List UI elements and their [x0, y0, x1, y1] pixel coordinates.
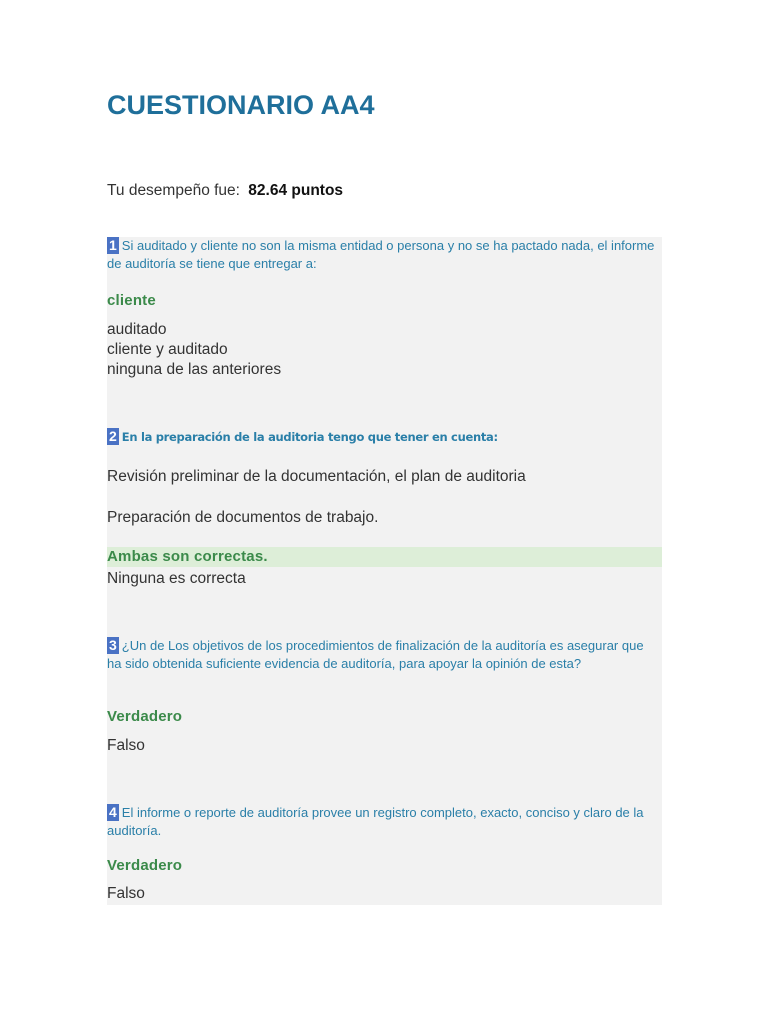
question-text: En la preparación de la auditoria tengo que tener en cuenta: [121, 430, 498, 444]
answer-option: Falso [107, 885, 145, 902]
question-text: ¿Un de Los objetivos de los procedimientos de finalización de la auditoría es asegurar que ha sido obtenida suficiente evidencia de auditoría, para apoyar la opinión de esta? [107, 638, 644, 671]
question-4 [107, 804, 657, 839]
correct-answer: Verdadero [107, 857, 183, 874]
answer-option: Ninguna es correcta [107, 570, 246, 587]
question-text: El informe o reporte de auditoría provee un registro completo, exacto, conciso y claro de la auditoría. [107, 805, 644, 838]
score-label: Tu desempeño fue: [107, 182, 240, 199]
question-2 [107, 428, 657, 447]
answer-option: auditado [107, 321, 167, 338]
quiz-panel [107, 237, 662, 905]
question-number-badge: 4 [109, 804, 117, 820]
question-number-badge: 3 [109, 637, 117, 653]
correct-answer: cliente [107, 292, 156, 309]
answer-option: ninguna de las anteriores [107, 361, 282, 378]
question-1 [107, 237, 657, 272]
answer-option: cliente y auditado [107, 341, 228, 358]
score-line [107, 182, 343, 200]
question-number-badge: 2 [109, 428, 117, 444]
question-3 [107, 637, 657, 672]
answer-option: Revisión preliminar de la documentación, el plan de auditoria [107, 468, 526, 485]
question-number-badge: 1 [109, 237, 117, 253]
score-value: 82.64 puntos [248, 182, 344, 199]
answer-option: Preparación de documentos de trabajo. [107, 509, 379, 526]
page-title: CUESTIONARIO AA4 [107, 90, 375, 120]
correct-answer: Ambas son correctas. [107, 548, 268, 565]
correct-answer: Verdadero [107, 708, 183, 725]
question-text: Si auditado y cliente no son la misma entidad o persona y no se ha pactado nada, el informe de auditoría se tiene que entregar a: [107, 238, 655, 271]
answer-option: Falso [107, 737, 145, 754]
